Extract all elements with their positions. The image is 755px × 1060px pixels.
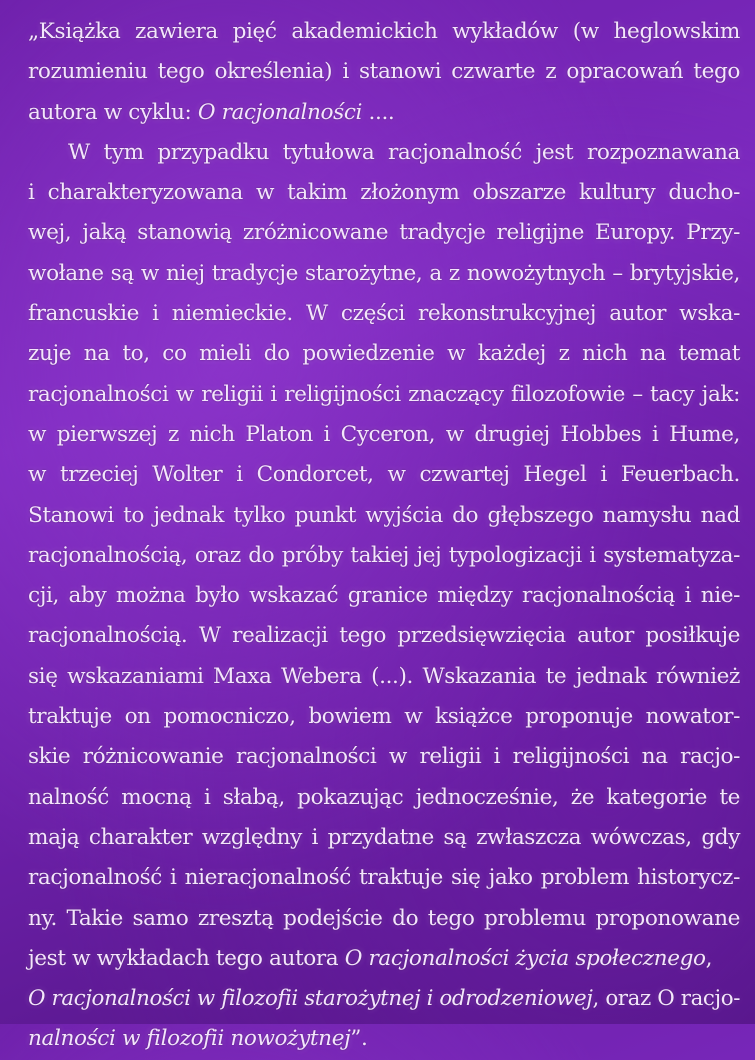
text-line xyxy=(28,496,740,536)
book-title-italic: O racjonalności życia społecznego xyxy=(344,945,706,971)
text-line xyxy=(28,334,740,374)
text-segment: , oraz O racjo- xyxy=(592,986,741,1012)
text-segment: W tym przypadku tytułowa racjonalność jest rozpoznawana xyxy=(68,139,740,165)
text-segment: racjonalności w religii i religijności znaczący filozofowie – tacy jak: xyxy=(28,381,740,407)
text-line xyxy=(28,52,740,92)
blurb-text xyxy=(28,12,740,1060)
text-line xyxy=(28,899,740,939)
book-title-italic: O racjonalności w filozofii starożytnej i odrodzeniowej xyxy=(28,986,593,1012)
text-line xyxy=(28,93,740,133)
text-segment: traktuje on pomocniczo, bowiem w książce proponuje nowator- xyxy=(28,704,740,730)
text-segment: .... xyxy=(362,99,395,125)
text-segment: autora w cyklu: xyxy=(28,99,198,125)
text-line xyxy=(28,254,740,294)
book-title-italic: nalności w filozofii nowożytnej xyxy=(28,1026,351,1052)
text-line xyxy=(28,778,740,818)
book-title-italic: O racjonalności xyxy=(197,99,363,125)
text-segment: racjonalność i nieracjonalność traktuje się jako problem historycz- xyxy=(28,865,740,891)
text-segment: racjonalnością. W realizacji tego przedsięwzięcia autor posiłkuje xyxy=(28,623,740,649)
text-line xyxy=(28,979,741,1019)
text-line xyxy=(28,12,740,52)
text-line xyxy=(28,536,740,576)
text-line xyxy=(28,939,740,979)
text-segment: w trzeciej Wolter i Condorcet, w czwartej Hegel i Feuerbach. xyxy=(28,462,740,488)
text-segment: i charakteryzowana w takim złożonym obszarze kultury ducho- xyxy=(28,180,740,206)
text-segment: wołane są w niej tradycje starożytne, a z nowożytnych – brytyjskie, xyxy=(28,260,740,286)
text-line xyxy=(28,415,740,455)
text-line xyxy=(28,1019,740,1059)
text-segment: rozumieniu tego określenia) i stanowi czwarte z opracowań tego xyxy=(28,59,740,85)
text-line xyxy=(28,173,740,213)
text-line xyxy=(28,213,740,253)
text-line xyxy=(28,657,740,697)
text-segment: ny. Takie samo zresztą podejście do tego problemu proponowane xyxy=(28,905,740,931)
text-line xyxy=(28,375,740,415)
text-segment: się wskazaniami Maxa Webera (...). Wskazania te jednak również xyxy=(28,663,740,689)
text-segment: cji, aby można było wskazać granice między racjonalnością i nie- xyxy=(28,583,740,609)
text-line xyxy=(28,455,740,495)
text-line xyxy=(28,697,740,737)
text-segment: Stanowi to jednak tylko punkt wyjścia do głębszego namysłu nad xyxy=(28,502,740,528)
text-segment: „Książka zawiera pięć akademickich wykładów (w heglowskim xyxy=(28,19,740,44)
text-line xyxy=(28,576,740,616)
text-segment: skie różnicowanie racjonalności w religii i religijności na racjo- xyxy=(28,744,740,770)
text-segment: francuskie i niemieckie. W części rekonstrukcyjnej autor wska- xyxy=(28,301,740,327)
text-segment: wej, jaką stanowią zróżnicowane tradycje religijne Europy. Przy- xyxy=(28,220,740,246)
text-segment: w pierwszej z nich Platon i Cyceron, w drugiej Hobbes i Hume, xyxy=(28,421,740,447)
text-segment: , xyxy=(705,945,713,971)
text-line xyxy=(28,818,740,858)
text-segment: mają charakter względny i przydatne są zwłaszcza wówczas, gdy xyxy=(28,824,740,850)
text-segment: ”. xyxy=(350,1026,368,1052)
text-segment: jest w wykładach tego autora xyxy=(28,945,345,971)
text-line xyxy=(28,294,740,334)
text-line xyxy=(28,737,740,777)
text-line xyxy=(28,858,740,898)
text-line xyxy=(28,133,740,173)
text-segment: racjonalnością, oraz do próby takiej jej typologizacji i systematyza- xyxy=(28,542,740,568)
text-segment: zuje na to, co mieli do powiedzenie w każdej z nich na temat xyxy=(28,341,740,367)
text-segment: nalność mocną i słabą, pokazując jednocześnie, że kategorie te xyxy=(28,784,740,810)
text-line xyxy=(28,616,740,656)
